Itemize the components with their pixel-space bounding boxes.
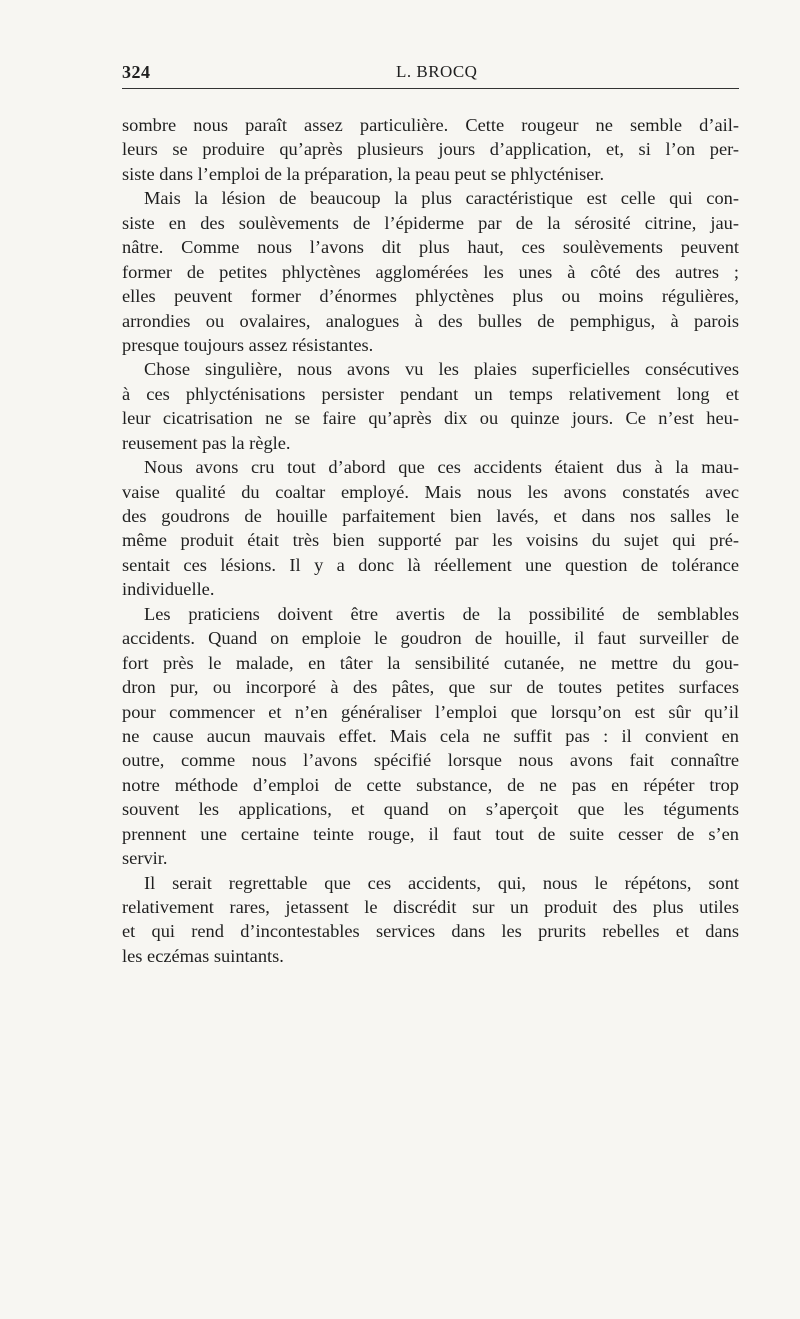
running-head: L. BROCQ <box>396 62 478 81</box>
text-line: leurs se produire qu’après plusieurs jours d’application, et, si l’on per- <box>122 139 739 160</box>
text-line: accidents. Quand on emploie le goudron de houille, il faut surveiller de <box>122 628 739 649</box>
paragraph <box>122 602 739 871</box>
text-line: Il serait regrettable que ces accidents, qui, nous le répétons, sont <box>144 872 739 893</box>
paragraph <box>122 357 739 455</box>
text-line: siste dans l’emploi de la préparation, la peau peut se phlycténiser. <box>122 163 605 184</box>
text-line: servir. <box>122 848 168 869</box>
text-line: dron pur, ou incorporé à des pâtes, que sur de toutes petites surfaces <box>122 677 739 698</box>
text-line: pour commencer et n’en généraliser l’emploi que lorsqu’on est sûr qu’il <box>122 701 739 722</box>
paragraph <box>122 186 739 357</box>
text-line: reusement pas la règle. <box>122 432 291 453</box>
paragraph <box>122 113 739 186</box>
paragraph <box>122 871 739 969</box>
text-line: Nous avons cru tout d’abord que ces accidents étaient dus à la mau- <box>144 457 739 478</box>
text-line: elles peuvent former d’énormes phlyctènes plus ou moins régulières, <box>122 286 739 307</box>
text-line: sentait ces lésions. Il y a donc là réellement une question de tolérance <box>122 554 739 575</box>
page-number: 324 <box>122 62 151 82</box>
text-line: notre méthode d’emploi de cette substance, de ne pas en répéter trop <box>122 774 739 795</box>
text-line: nâtre. Comme nous l’avons dit plus haut, ces soulèvements peuvent <box>122 237 739 258</box>
text-line: former de petites phlyctènes agglomérées les unes à côté des autres ; <box>122 261 739 282</box>
text-line: siste en des soulèvements de l’épiderme par de la sérosité citrine, jau- <box>122 212 739 233</box>
text-line: sombre nous paraît assez particulière. Cette rougeur ne semble d’ail- <box>122 115 739 135</box>
text-line: prennent une certaine teinte rouge, il faut tout de suite cesser de s’en <box>122 823 739 844</box>
text-line: Mais la lésion de beaucoup la plus caractéristique est celle qui con- <box>144 188 739 209</box>
text-line: outre, comme nous l’avons spécifié lorsque nous avons fait connaître <box>122 750 739 771</box>
text-line: presque toujours assez résistantes. <box>122 334 374 355</box>
text-line: leur cicatrisation ne se faire qu’après dix ou quinze jours. Ce n’est heu- <box>122 408 739 429</box>
text-line: Chose singulière, nous avons vu les plaies superficielles consécutives <box>144 359 739 380</box>
text-line: même produit était très bien supporté par les voisins du sujet qui pré- <box>122 530 739 551</box>
text-line: les eczémas suintants. <box>122 945 284 966</box>
text-line: Les praticiens doivent être avertis de la possibilité de semblables <box>144 603 739 624</box>
text-line: ne cause aucun mauvais effet. Mais cela ne suffit pas : il convient en <box>122 725 739 746</box>
text-line: relativement rares, jetassent le discrédit sur un produit des plus utiles <box>122 897 739 917</box>
text-line: à ces phlycténisations persister pendant un temps relativement long et <box>122 383 739 404</box>
text-line: fort près le malade, en tâter la sensibilité cutanée, ne mettre du gou- <box>122 652 739 673</box>
page-header <box>122 58 739 89</box>
text-line: arrondies ou ovalaires, analogues à des bulles de pemphigus, à parois <box>122 310 739 331</box>
text-line: vaise qualité du coaltar employé. Mais nous les avons constatés avec <box>122 481 739 502</box>
text-line: souvent les applications, et quand on s’aperçoit que les téguments <box>122 799 739 820</box>
text-line: des goudrons de houille parfaitement bien lavés, et dans nos salles le <box>122 506 739 526</box>
paragraph <box>122 455 739 602</box>
body-text <box>122 113 739 968</box>
text-line: et qui rend d’incontestables services dans les prurits rebelles et dans <box>122 921 739 942</box>
text-line: individuelle. <box>122 579 215 600</box>
